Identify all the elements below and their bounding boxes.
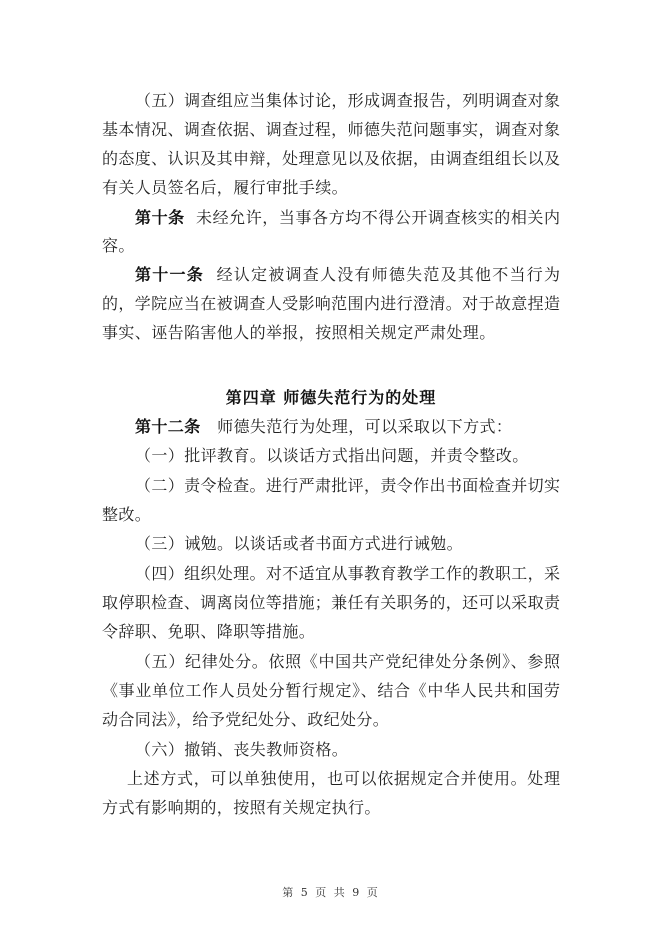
paragraph-line: （五）调查组应当集体讨论，形成调查报告，列明调查对象 — [135, 91, 560, 110]
item-line: 《事业单位工作人员处分暂行规定》、结合《中华人民共和国劳 — [102, 681, 560, 700]
paragraph-line: 有关人员签名后，履行审批手续。 — [102, 178, 349, 197]
item-line: （五）纪律处分。依照《中国共产党纪律处分条例》、参照 — [135, 652, 560, 671]
article-text: 未经允许，当事各方均不得公开调查核实的相关内 — [196, 208, 560, 227]
article-10-line — [102, 207, 560, 229]
paragraph-line: 事实、诬告陷害他人的举报，按照相关规定严肃处理。 — [102, 323, 496, 342]
article-label: 第十二条 — [135, 417, 201, 436]
closing-line: 方式有影响期的，按照有关规定执行。 — [102, 798, 381, 817]
item-line: （一）批评教育。以谈话方式指出问题，并责令整改。 — [135, 446, 529, 465]
page-number-footer: 第 5 页 共 9 页 — [282, 886, 380, 899]
article-label: 第十条 — [135, 208, 185, 227]
item-line: 动合同法》，给予党纪处分、政纪处分。 — [102, 710, 390, 729]
item-line: （四）组织处理。对不适宜从事教育教学工作的教职工，采 — [135, 564, 560, 583]
paragraph-line: 容。 — [102, 236, 135, 255]
item-line: 整改。 — [102, 505, 152, 524]
item-line: 取停职检查、调离岗位等措施；兼任有关职务的，还可以采取责 — [102, 593, 560, 612]
article-text: 经认定被调查人没有师德失范及其他不当行为 — [216, 265, 560, 284]
item-line: （六）撤销、丧失教师资格。 — [135, 740, 349, 759]
closing-line: 上述方式，可以单独使用，也可以依据规定合并使用。处理 — [127, 769, 560, 788]
article-text: 师德失范行为处理，可以采取以下方式： — [217, 417, 513, 436]
paragraph-line: 的，学院应当在被调查人受影响范围内进行澄清。对于故意捏造 — [102, 294, 560, 313]
article-12-line — [102, 416, 560, 438]
chapter-heading: 第四章 师德失范行为的处理 — [225, 388, 437, 407]
paragraph-line: 基本情况、调查依据、调查过程，师德失范问题事实，调查对象 — [102, 120, 560, 139]
item-line: （三）诫勉。以谈话或者书面方式进行诫勉。 — [135, 534, 464, 553]
paragraph-line: 的态度、认识及其申辩，处理意见以及依据，由调查组组长以及 — [102, 149, 560, 168]
article-label: 第十一条 — [135, 265, 204, 284]
article-11-line — [102, 264, 560, 286]
item-line: 令辞职、免职、降职等措施。 — [102, 622, 316, 641]
item-line: （二）责令检查。进行严肃批评，责令作出书面检查并切实 — [135, 476, 560, 495]
